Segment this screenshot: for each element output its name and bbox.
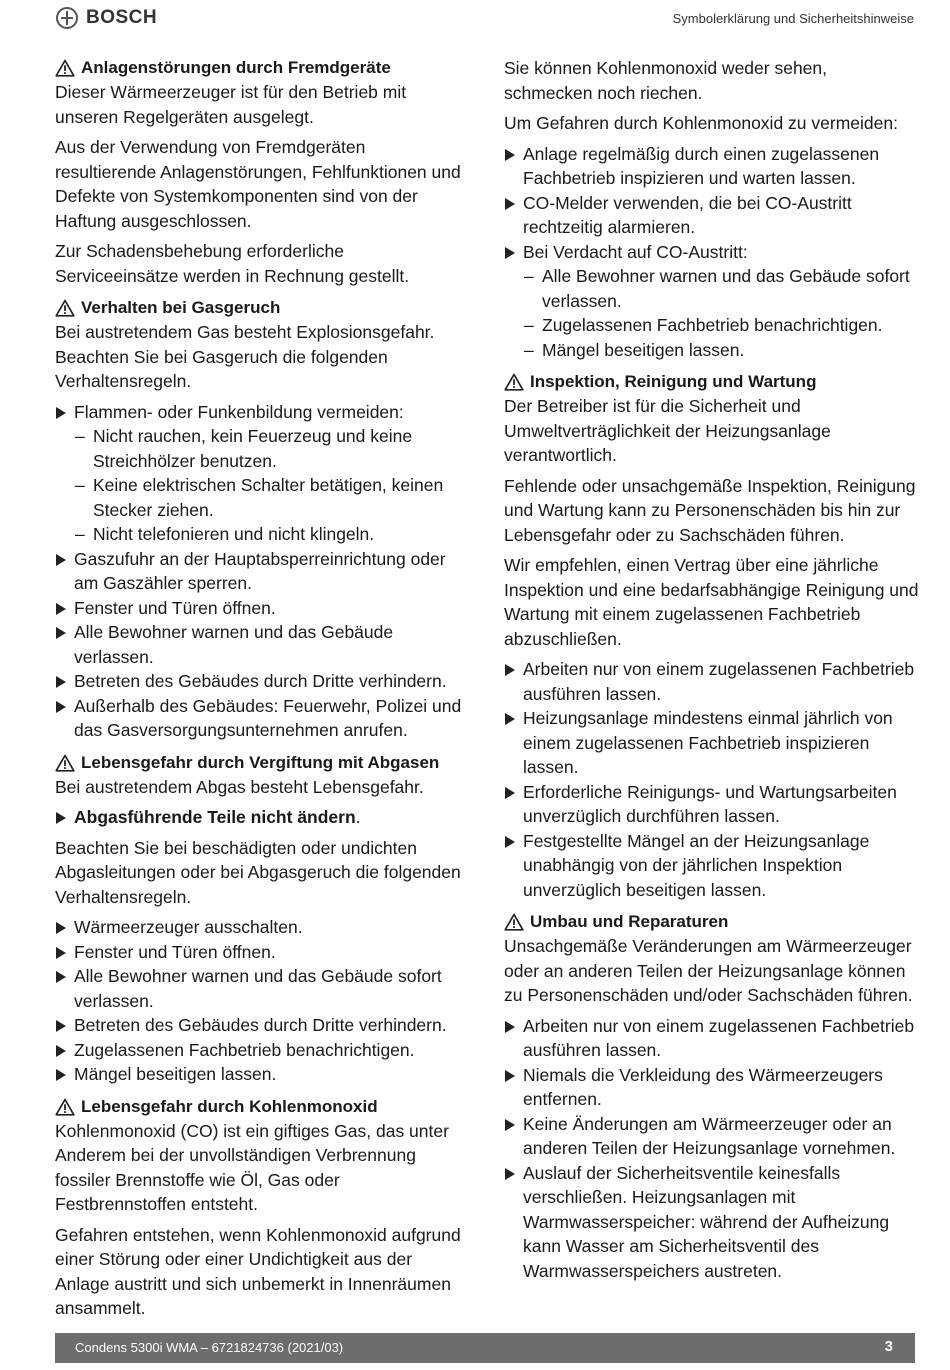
warning-triangle-icon bbox=[55, 1098, 75, 1116]
page-number: 3 bbox=[884, 1338, 893, 1355]
instruction-list bbox=[504, 142, 919, 363]
instruction-list bbox=[55, 915, 470, 1087]
paragraph: Unsachgemäße Veränderungen am Wärmeerzeuger oder an anderen Teilen der Heizungsanlage können zu Personenschäden und/oder Sachschäden führen. bbox=[504, 936, 913, 1005]
warning-triangle-icon bbox=[55, 299, 75, 317]
instruction-step: Betreten des Gebäudes durch Dritte verhindern. bbox=[55, 1013, 470, 1038]
section-umbau bbox=[504, 910, 919, 1283]
paragraph: Der Betreiber ist für die Sicherheit und Umweltverträglichkeit der Heizungsanlage verantwortlich. bbox=[504, 396, 831, 465]
bosch-armature-icon bbox=[56, 7, 78, 29]
instruction-step: Arbeiten nur von einem zugelassenen Fachbetrieb ausführen lassen. bbox=[504, 657, 919, 706]
instruction-step: Festgestellte Mängel an der Heizungsanlage unabhängig von der jährlichen Inspektion unverzüglich beseitigen lassen. bbox=[504, 829, 919, 903]
paragraph: Gefahren entstehen, wenn Kohlenmonoxid aufgrund einer Störung oder einer Undichtigkeit aus der Anlage austritt und sich unbemerkt in Innenräumen ansammelt. bbox=[55, 1224, 461, 1318]
section-kohlenmonoxid-continued bbox=[504, 56, 919, 362]
paragraph: Bei austretendem Gas besteht Explosionsgefahr. Beachten Sie bei Gasgeruch die folgenden Verhaltensregeln. bbox=[55, 322, 435, 391]
instruction-step: Anlage regelmäßig durch einen zugelassenen Fachbetrieb inspizieren und warten lassen. bbox=[504, 142, 919, 191]
paragraph: Wir empfehlen, einen Vertrag über eine jährliche Inspektion und eine bedarfsabhängige Reinigung und Wartung mit einem zugelassenen Fachbetrieb abzuschließen. bbox=[504, 555, 919, 649]
instruction-step: Abgasführende Teile nicht ändern. bbox=[55, 805, 470, 830]
instruction-step: Erforderliche Reinigungs- und Wartungsarbeiten unverzüglich durchführen lassen. bbox=[504, 780, 919, 829]
instruction-list bbox=[55, 805, 470, 830]
section-heading: Inspektion, Reinigung und Wartung bbox=[504, 370, 919, 394]
section-fremdgeraete bbox=[55, 56, 470, 288]
paragraph: Um Gefahren durch Kohlenmonoxid zu vermeiden: bbox=[504, 113, 898, 133]
instruction-step: CO-Melder verwenden, die bei CO-Austritt rechtzeitig alarmieren. bbox=[504, 191, 919, 240]
paragraph: Aus der Verwendung von Fremdgeräten resultierende Anlagenstörungen, Fehlfunktionen und Defekte von Systemkomponenten sind von der Haftung ausgeschlossen. bbox=[55, 137, 461, 231]
logo-text: BOSCH bbox=[86, 7, 158, 28]
paragraph: Dieser Wärmeerzeuger ist für den Betrieb mit unseren Regelgeräten ausgelegt. bbox=[55, 82, 407, 127]
section-abgase bbox=[55, 751, 470, 1087]
instruction-step: Heizungsanlage mindestens einmal jährlich von einem zugelassenen Fachbetrieb inspizieren lassen. bbox=[504, 706, 919, 780]
sub-step: – Nicht rauchen, kein Feuerzeug und keine Streichhölzer benutzen. bbox=[55, 424, 470, 473]
sub-step: – Zugelassenen Fachbetrieb benachrichtigen. bbox=[504, 313, 919, 338]
section-heading: Verhalten bei Gasgeruch bbox=[55, 296, 470, 320]
paragraph: Fehlende oder unsachgemäße Inspektion, Reinigung und Wartung kann zu Personenschäden bis hin zur Lebensgefahr oder zu Sachschäden führen. bbox=[504, 475, 916, 545]
section-heading: Lebensgefahr durch Kohlenmonoxid bbox=[55, 1095, 470, 1119]
section-title: Symbolerklärung und Sicherheitshinweise bbox=[672, 11, 914, 26]
bold-instruction: Abgasführende Teile nicht ändern bbox=[74, 807, 356, 827]
sub-step: – Nicht telefonieren und nicht klingeln. bbox=[55, 522, 470, 547]
instruction-list bbox=[504, 1014, 919, 1284]
instruction-step: Außerhalb des Gebäudes: Feuerwehr, Polizei und das Gasversorgungsunternehmen anrufen. bbox=[55, 694, 470, 743]
section-gasgeruch bbox=[55, 296, 470, 743]
section-heading: Anlagenstörungen durch Fremdgeräte bbox=[55, 56, 470, 80]
warning-triangle-icon bbox=[504, 373, 524, 391]
warning-triangle-icon bbox=[55, 59, 75, 77]
right-column bbox=[504, 56, 919, 1291]
instruction-step: Gaszufuhr an der Hauptabsperreinrichtung oder am Gaszähler sperren. bbox=[55, 547, 470, 596]
section-inspektion bbox=[504, 370, 919, 902]
instruction-step: Fenster und Türen öffnen. bbox=[55, 596, 470, 621]
document-id: Condens 5300i WMA – 6721824736 (2021/03) bbox=[75, 1340, 344, 1355]
bosch-logo bbox=[56, 7, 157, 29]
paragraph: Kohlenmonoxid (CO) ist ein giftiges Gas, das unter Anderem bei der unvollständigen Verbrennung fossiler Brennstoffe wie Öl, Gas oder Festbrennstoffen entsteht. bbox=[55, 1120, 449, 1214]
instruction-step: Niemals die Verkleidung des Wärmeerzeugers entfernen. bbox=[504, 1063, 919, 1112]
sub-step: – Alle Bewohner warnen und das Gebäude sofort verlassen. bbox=[504, 264, 919, 313]
instruction-step: Auslauf der Sicherheitsventile keinesfalls verschließen. Heizungsanlagen mit Warmwasserspeicher: während der Aufheizung kann Wasser am Sicherheitsventil des Warmwasserspeichers austreten. bbox=[504, 1161, 919, 1284]
page-footer bbox=[55, 1333, 915, 1363]
instruction-step: Wärmeerzeuger ausschalten. bbox=[55, 915, 470, 940]
warning-triangle-icon bbox=[504, 913, 524, 931]
sub-step: – Keine elektrischen Schalter betätigen, keinen Stecker ziehen. bbox=[55, 473, 470, 522]
warning-triangle-icon bbox=[55, 754, 75, 772]
instruction-list bbox=[55, 400, 470, 743]
instruction-list bbox=[504, 657, 919, 902]
page-header bbox=[0, 0, 950, 40]
section-heading: Umbau und Reparaturen bbox=[504, 910, 919, 934]
instruction-step: Flammen- oder Funkenbildung vermeiden: bbox=[55, 400, 470, 425]
instruction-step: Arbeiten nur von einem zugelassenen Fachbetrieb ausführen lassen. bbox=[504, 1014, 919, 1063]
section-heading: Lebensgefahr durch Vergiftung mit Abgasen bbox=[55, 751, 470, 775]
paragraph: Bei austretendem Abgas besteht Lebensgefahr. bbox=[55, 776, 424, 797]
instruction-step: Alle Bewohner warnen und das Gebäude sofort verlassen. bbox=[55, 964, 470, 1013]
instruction-step: Fenster und Türen öffnen. bbox=[55, 940, 470, 965]
instruction-step: Keine Änderungen am Wärmeerzeuger oder an anderen Teilen der Heizungsanlage vornehmen. bbox=[504, 1112, 919, 1161]
instruction-step: Bei Verdacht auf CO-Austritt: bbox=[504, 240, 919, 265]
section-kohlenmonoxid bbox=[55, 1095, 470, 1321]
instruction-step: Zugelassenen Fachbetrieb benachrichtigen. bbox=[55, 1038, 470, 1063]
sub-step: – Mängel beseitigen lassen. bbox=[504, 338, 919, 363]
paragraph: Zur Schadensbehebung erforderliche Serviceeinsätze werden in Rechnung gestellt. bbox=[55, 241, 410, 286]
paragraph: Sie können Kohlenmonoxid weder sehen, schmecken noch riechen. bbox=[504, 58, 827, 103]
instruction-step: Alle Bewohner warnen und das Gebäude verlassen. bbox=[55, 620, 470, 669]
instruction-step: Mängel beseitigen lassen. bbox=[55, 1062, 470, 1087]
left-column bbox=[55, 56, 470, 1329]
paragraph: Beachten Sie bei beschädigten oder undichten Abgasleitungen oder bei Abgasgeruch die folgenden Verhaltensregeln. bbox=[55, 837, 461, 907]
instruction-step: Betreten des Gebäudes durch Dritte verhindern. bbox=[55, 669, 470, 694]
